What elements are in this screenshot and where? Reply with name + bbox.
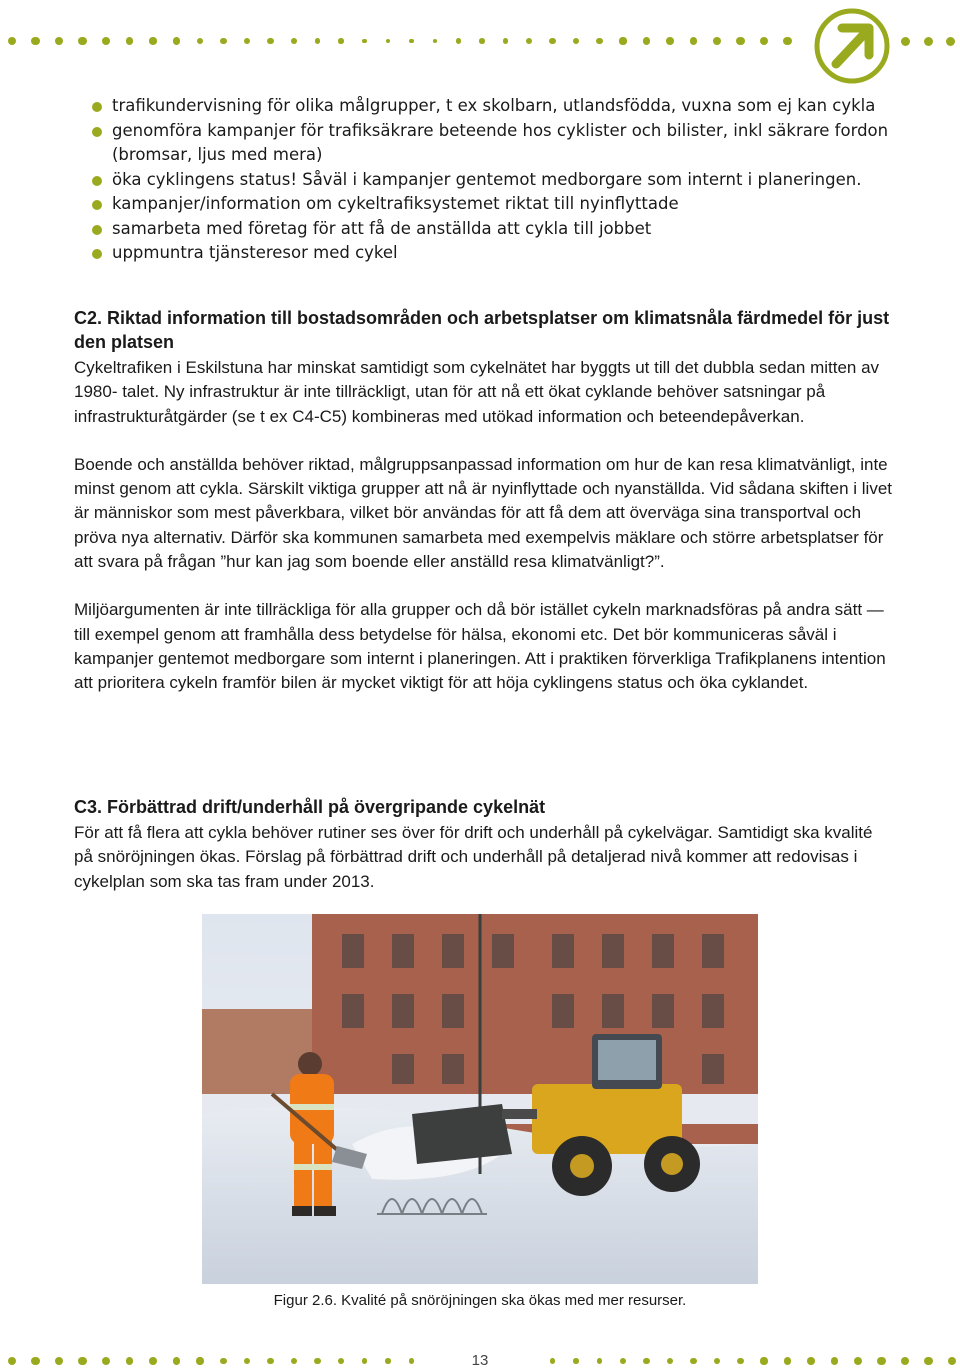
border-dot xyxy=(901,1357,909,1365)
border-dot xyxy=(456,38,461,43)
border-dot xyxy=(597,1358,603,1364)
bullet-item: trafikundervisning för olika målgrupper, t ex skolbarn, utlandsfödda, vuxna som ej kan cykla xyxy=(92,94,912,119)
border-dot xyxy=(737,1358,744,1365)
section-c2 xyxy=(74,306,894,696)
border-dot xyxy=(8,1357,17,1366)
border-dot xyxy=(173,37,180,44)
border-dot xyxy=(713,37,721,45)
bullet-item: genomföra kampanjer för trafiksäkrare beteende hos cyklister och bilister, inkl säkrare fordon (bromsar, ljus med mera) xyxy=(92,119,912,168)
border-dot xyxy=(149,1357,157,1365)
border-dot xyxy=(8,37,17,46)
border-dot xyxy=(385,1358,390,1363)
border-dot xyxy=(102,37,110,45)
border-dot xyxy=(409,1358,414,1363)
border-dot xyxy=(244,1358,251,1365)
border-dot xyxy=(267,1358,274,1365)
border-dot xyxy=(736,37,744,45)
border-dot xyxy=(362,1358,368,1364)
page-number: 13 xyxy=(471,1352,489,1369)
border-dot xyxy=(549,38,555,44)
arrow-circle-logo-icon xyxy=(812,6,892,86)
border-dot xyxy=(126,1357,134,1365)
border-dot xyxy=(78,1357,86,1365)
border-dot xyxy=(620,1358,626,1364)
border-dot xyxy=(854,1357,862,1365)
border-dot xyxy=(760,1357,767,1364)
border-dot xyxy=(362,39,367,44)
border-dot xyxy=(619,37,626,44)
border-dot xyxy=(291,38,297,44)
border-dot xyxy=(690,1358,697,1365)
border-dot xyxy=(807,1357,815,1365)
border-dot xyxy=(948,1357,957,1366)
border-dot xyxy=(173,1357,180,1364)
border-dot xyxy=(102,1357,110,1365)
border-dot xyxy=(924,37,933,46)
border-dot xyxy=(55,37,63,45)
border-dot xyxy=(220,1358,227,1365)
border-dot xyxy=(386,39,391,44)
border-dot xyxy=(573,1358,578,1363)
border-dot xyxy=(197,38,204,45)
section-c2-paragraph-1: Cykeltrafiken i Eskilstuna har minskat samtidigt som cykelnätet har byggts ut till det dubbla sedan mitten av 1980- talet. Ny infrastruktur är inte tillräckligt, utan för att nå ett ökat cyklande behöver satsningar på infrastrukturåtgärder (se t ex C4-C5) kombineras med utökad information och beteendepåverkan. xyxy=(74,358,880,426)
section-c3 xyxy=(74,795,894,894)
section-c3-heading: C3. Förbättrad drift/underhåll på övergripande cykelnät xyxy=(74,797,546,817)
bullet-item: öka cyklingens status! Såväl i kampanjer gentemot medborgare som internt i planeringen. xyxy=(92,168,912,193)
border-dot xyxy=(409,39,414,44)
border-dot xyxy=(55,1357,63,1365)
bullet-item: kampanjer/information om cykeltrafiksystemet riktat till nyinflyttade xyxy=(92,192,912,217)
border-dot xyxy=(760,37,769,46)
border-dot xyxy=(31,1357,40,1366)
border-dot xyxy=(314,1358,320,1364)
border-dot xyxy=(78,37,86,45)
border-dot xyxy=(31,37,40,46)
border-dot xyxy=(946,37,955,46)
border-dot xyxy=(666,37,674,45)
border-dot xyxy=(596,38,603,45)
border-dot xyxy=(877,1357,885,1365)
border-dot xyxy=(783,37,792,46)
border-dot xyxy=(291,1358,297,1364)
border-dot xyxy=(220,38,227,45)
border-dot xyxy=(901,37,910,46)
border-dot xyxy=(433,39,438,44)
border-dot xyxy=(573,38,580,45)
section-c2-paragraph-2: Boende och anställda behöver riktad, målgruppsanpassad information om hur de kan resa klimatvänligt, inte minst genom att cykla. Särskilt viktiga grupper att nå är nyinflyttade och nyanställda. Vid sådana skiften i livet är människor som mest påverkbara, vilket bör användas för att få dem att överväga sina transportval och pröva nya alternativ. Därför ska kommunen samarbeta med exempelvis mäklare och större arbetsplatser för att svara på frågan ”hur kan jag som boende eller anställd resa klimatvänligt?”. xyxy=(74,454,892,572)
border-dot xyxy=(338,1358,344,1364)
border-dot xyxy=(338,38,343,43)
border-dot xyxy=(643,1358,649,1364)
border-dot xyxy=(315,38,321,44)
border-dot xyxy=(667,1358,673,1364)
snow-clearing-photo xyxy=(202,914,758,1284)
border-dot xyxy=(149,37,156,44)
figure-caption: Figur 2.6. Kvalité på snöröjningen ska ökas med mer resurser. xyxy=(273,1292,687,1309)
section-c2-heading: C2. Riktad information till bostadsområden och arbetsplatser om klimatsnåla färdmedel för just den platsen xyxy=(74,308,890,352)
border-dot xyxy=(503,38,509,44)
bullet-item: samarbeta med företag för att få de anställda att cykla till jobbet xyxy=(92,217,912,242)
border-dot xyxy=(526,38,532,44)
section-c2-paragraph-3: Miljöargumenten är inte tillräckliga för alla grupper och då bör istället cykeln marknadsföras på andra sätt — till exempel genom att framhålla dess betydelse för hälsa, ekonomi etc. Det bör kommuniceras såväl i kampanjer gentemot medborgare som internt i planeringen. Att i praktiken förverkliga Trafikplanens intention att prioritera cykeln framför bilen är mycket viktigt för att höja cyklingens status och öka cyklandet. xyxy=(74,600,886,693)
bullet-item: uppmuntra tjänsteresor med cykel xyxy=(92,241,912,266)
border-dot xyxy=(126,37,134,45)
border-dot xyxy=(643,37,650,44)
border-dot xyxy=(479,38,485,44)
border-dot xyxy=(784,1357,791,1364)
measures-bullet-list xyxy=(92,94,912,266)
border-dot xyxy=(831,1357,839,1365)
border-dot xyxy=(244,38,250,44)
section-c3-paragraph: För att få flera att cykla behöver rutiner ses över för drift och underhåll på cykelvägar. Samtidigt ska kvalité på snöröjningen ökas. Förslag på förbättrad drift och underhåll på detaljerad nivå kommer att redovisas i cykelplan som ska tas fram under 2013. xyxy=(74,823,873,891)
border-dot xyxy=(714,1358,721,1365)
border-dot xyxy=(267,38,273,44)
border-dot xyxy=(690,37,698,45)
border-dot xyxy=(924,1357,933,1366)
border-dot xyxy=(550,1358,555,1363)
border-dot xyxy=(196,1357,203,1364)
